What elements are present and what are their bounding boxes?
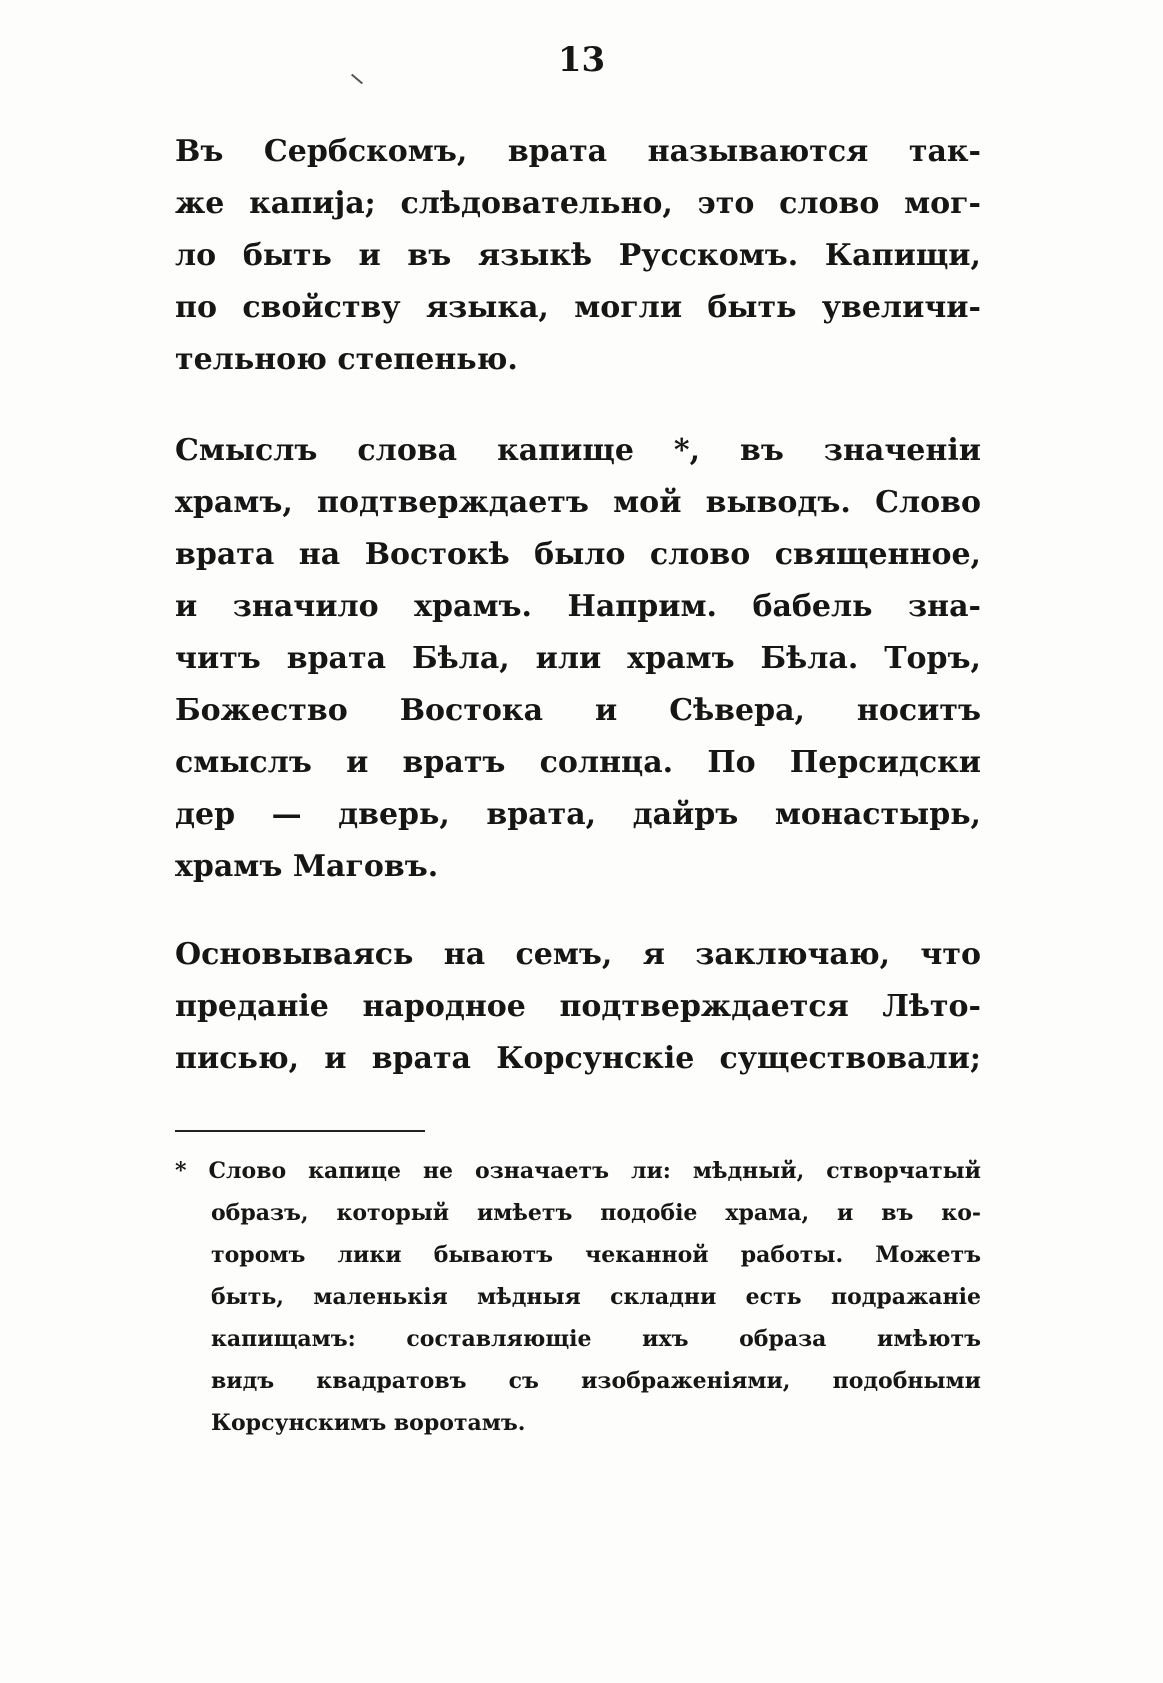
text-line: тельною степенью. [175,342,518,377]
paragraph-2 [175,425,981,893]
footnote-divider [175,1130,425,1132]
text-line: по свойству языка, могли быть увеличи- [175,290,981,325]
text-line: Смыслъ слова капище *, въ значенiи [175,433,981,468]
footnote-line: капищамъ: составляющiе ихъ образа имѣютъ [211,1326,981,1352]
text-line: читъ врата Бѣла, или храмъ Бѣла. Торъ, [175,641,981,676]
text-line: Основываясь на семъ, я заключаю, что [175,937,981,972]
text-line: смыслъ и вратъ солнца. По Персидски [175,745,981,780]
footnote-line: быть, маленькiя мѣдныя складни есть подражанiе [211,1284,981,1310]
text-line: ло быть и въ языкѣ Русскомъ. Капищи, [175,238,981,273]
footnote-line: видъ квадратовъ съ изображенiями, подобными [211,1368,981,1394]
page-number: 13 [557,40,606,80]
footnote [175,1150,981,1444]
text-line: же капиjа; слѣдовательно, это слово мог- [175,186,981,221]
paragraph-1 [175,126,981,386]
text-line: и значило храмъ. Наприм. бабель зна- [175,589,981,624]
text-line: врата на Востокѣ было слово священное, [175,537,981,572]
footnote-line: * Слово капице не означаетъ ли: мѣдный, створчатый [175,1158,981,1184]
footnote-line: торомъ лики бываютъ чеканной работы. Можетъ [211,1242,981,1268]
text-line: Въ Сербскомъ, врата называются так- [175,134,981,169]
text-line: Божество Востока и Сѣвера, носитъ [175,693,981,728]
footnote-line: образъ, который имѣетъ подобiе храма, и въ ко- [211,1200,981,1226]
text-line: дер — дверь, врата, дайръ монастырь, [175,797,981,832]
text-line: храмъ Маговъ. [175,849,439,884]
text-line: преданiе народное подтверждается Лѣто- [175,989,981,1024]
text-line: храмъ, подтверждаетъ мой выводъ. Слово [175,485,981,520]
paragraph-3 [175,929,981,1085]
footnote-line: Корсунскимъ воротамъ. [211,1410,526,1436]
text-line: писью, и врата Корсунскiе существовали; [175,1041,981,1076]
